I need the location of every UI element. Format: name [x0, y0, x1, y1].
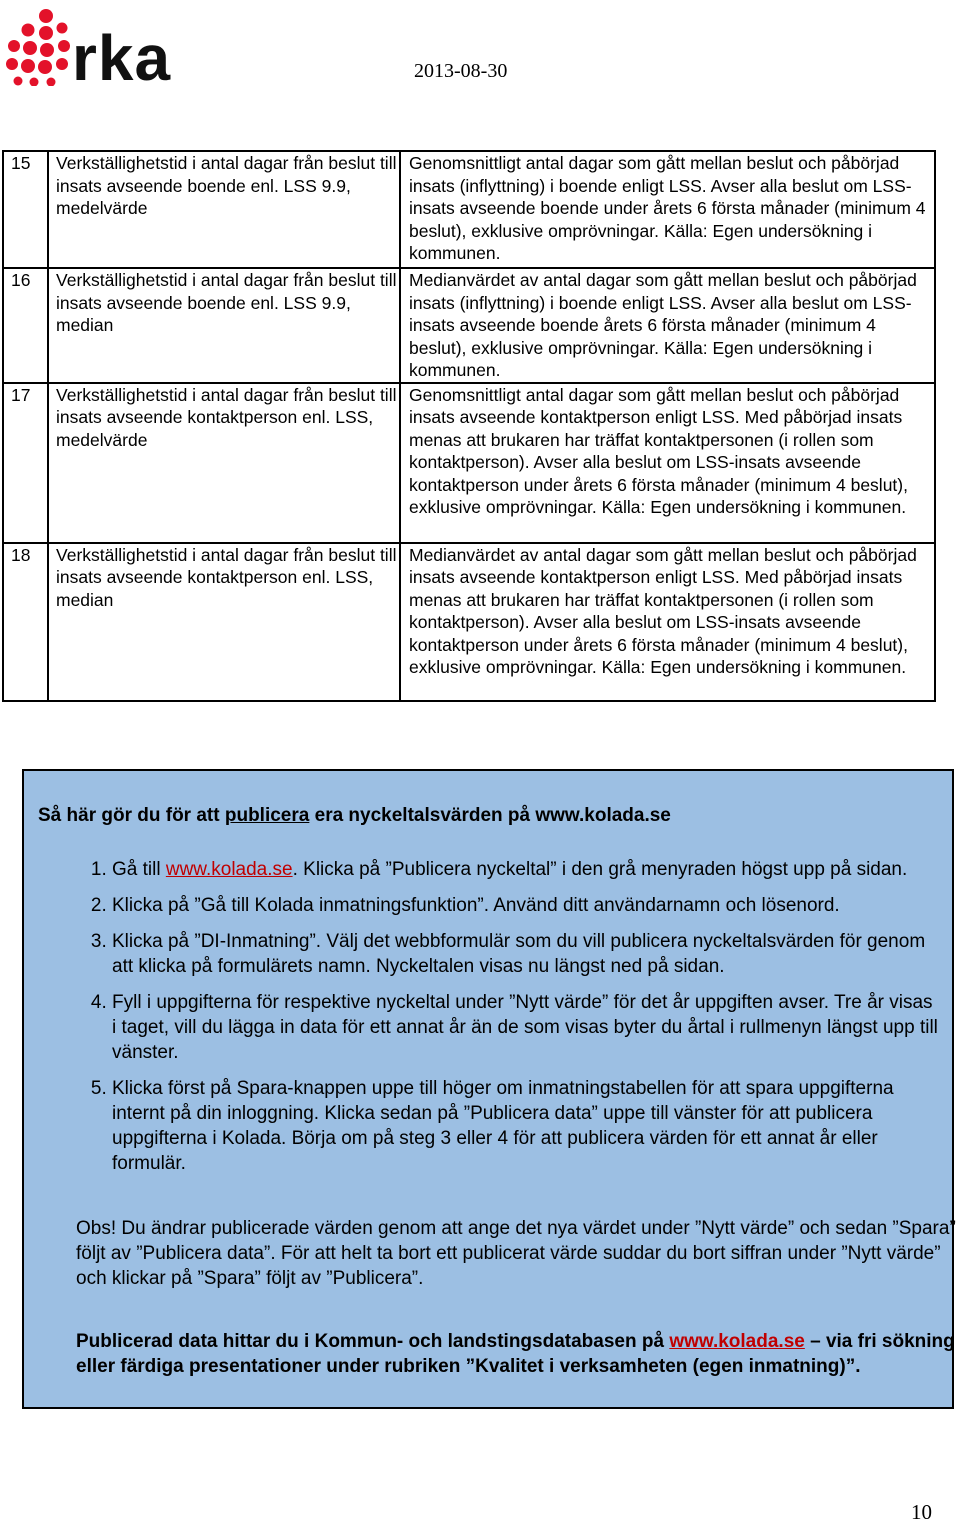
- published-note-text: Publicerad data hittar du i Kommun- och landstingsdatabasen på: [76, 1331, 670, 1352]
- step-3: 3. Klicka på ”DI-Inmatning”. Välj det webbformulär som du vill publicera nyckeltalsvärden för genom att klicka på formulärets namn. Nyckeltalen visas nu längst ned på sidan.: [112, 929, 942, 979]
- kolada-link[interactable]: www.kolada.se: [165, 859, 293, 880]
- title-text: Så här gör du för att: [38, 805, 225, 826]
- step-4: 4. Fyll i uppgifterna för respektive nyckeltal under ”Nytt värde” för det år uppgiften avser. Tre år visas i taget, vill du lägga in data för ett annat år än de som visas byter du årtal i rullmenyn längst upp till vänster.: [112, 990, 942, 1065]
- table-row: [3, 151, 935, 268]
- kpi-name: Verkställighetstid i antal dagar från beslut till insats avseende kontaktperson enl. LSS, medelvärde: [48, 383, 400, 543]
- published-note-text-end: – via fri sökning eller färdiga presentationer under rubriken ”Kvalitet i verksamheten (egen inmatning)”.: [76, 1331, 955, 1377]
- kpi-description: Genomsnittligt antal dagar som gått mellan beslut och påbörjad insats (inflyttning) i boende enligt LSS. Avser alla beslut om LSS-insats avseende boende under årets 6 första månader (minimum 4 beslut), exklusive omprövningar. Källa: Egen undersökning i kommunen.: [400, 151, 935, 268]
- kpi-table: [2, 150, 936, 702]
- kpi-description: Genomsnittligt antal dagar som gått mellan beslut och påbörjad insats avseende kontaktperson enligt LSS. Med påbörjad insats menas att brukaren har träffat kontaktpersonen (i rollen som kontaktperson). Avser alla beslut om LSS-insats avseende kontaktperson under årets 6 första månader (minimum 4 beslut), exklusive omprövningar. Källa: Egen undersökning i kommunen.: [400, 383, 935, 543]
- table-row: [3, 543, 935, 701]
- kpi-number: 17: [3, 383, 48, 543]
- kpi-name: Verkställighetstid i antal dagar från beslut till insats avseende boende enl. LSS 9.9, medelvärde: [48, 151, 400, 268]
- rka-logo: [4, 8, 179, 94]
- kpi-number: 16: [3, 268, 48, 383]
- title-text-end: era nyckeltalsvärden på www.kolada.se: [309, 805, 671, 826]
- table-row: [3, 383, 935, 543]
- published-data-note: [76, 1329, 956, 1379]
- step-5: 5. Klicka först på Spara-knappen uppe till höger om inmatningstabellen för att spara uppgifterna internt på din inloggning. Klicka sedan på ”Publicera data” uppe till vänster för att publicera uppgifterna i Kolada. Börja om på steg 3 eller 4 för att publicera värden för ett annat år eller formulär.: [112, 1076, 942, 1176]
- obs-note: Obs! Du ändrar publicerade värden genom att ange det nya värdet under ”Nytt värde” och sedan ”Spara” följt av ”Publicera data”. För att helt ta bort ett publicerat värde suddar du bort siffran under ”Nytt värde” och klickar på ”Spara” följt av ”Publicera”.: [76, 1218, 956, 1289]
- title-underlined-text: publicera: [224, 805, 310, 826]
- document-date: 2013-08-30: [414, 60, 508, 82]
- logo-dots-icon: [4, 8, 74, 86]
- kpi-number: 18: [3, 543, 48, 701]
- instructions-title: [38, 805, 671, 827]
- kpi-name: Verkställighetstid i antal dagar från beslut till insats avseende boende enl. LSS 9.9, median: [48, 268, 400, 383]
- publish-instructions-box: [22, 769, 954, 1409]
- step-1: [112, 857, 942, 882]
- kolada-link[interactable]: www.kolada.se: [669, 1331, 805, 1352]
- page-number: 10: [911, 1500, 932, 1524]
- step-1-text: Gå till: [112, 859, 166, 880]
- kpi-description: Medianvärdet av antal dagar som gått mellan beslut och påbörjad insats (inflyttning) i boende enligt LSS. Avser alla beslut om LSS-insats avseende boende årets 6 första månader (minimum 4 beslut), exklusive omprövningar. Källa: Egen undersökning i kommunen.: [400, 268, 935, 383]
- step-1-text-end: . Klicka på ”Publicera nyckeltal” i den grå menyraden högst upp på sidan.: [292, 859, 908, 880]
- kpi-description: Medianvärdet av antal dagar som gått mellan beslut och påbörjad insats avseende kontaktperson enligt LSS. Med påbörjad insats menas att brukaren har träffat kontaktpersonen (i rollen som kontaktperson). Avser alla beslut om LSS-insats avseende kontaktperson under årets 6 första månader (minimum 4 beslut), exklusive omprövningar. Källa: Egen undersökning i kommunen.: [400, 543, 935, 701]
- step-2: 2. Klicka på ”Gå till Kolada inmatningsfunktion”. Använd ditt användarnamn och lösenord.: [112, 893, 942, 918]
- logo-wordmark: rka: [72, 22, 172, 94]
- instruction-steps: [74, 857, 942, 1187]
- kpi-name: Verkställighetstid i antal dagar från beslut till insats avseende kontaktperson enl. LSS, median: [48, 543, 400, 701]
- kpi-number: 15: [3, 151, 48, 268]
- table-row: [3, 268, 935, 383]
